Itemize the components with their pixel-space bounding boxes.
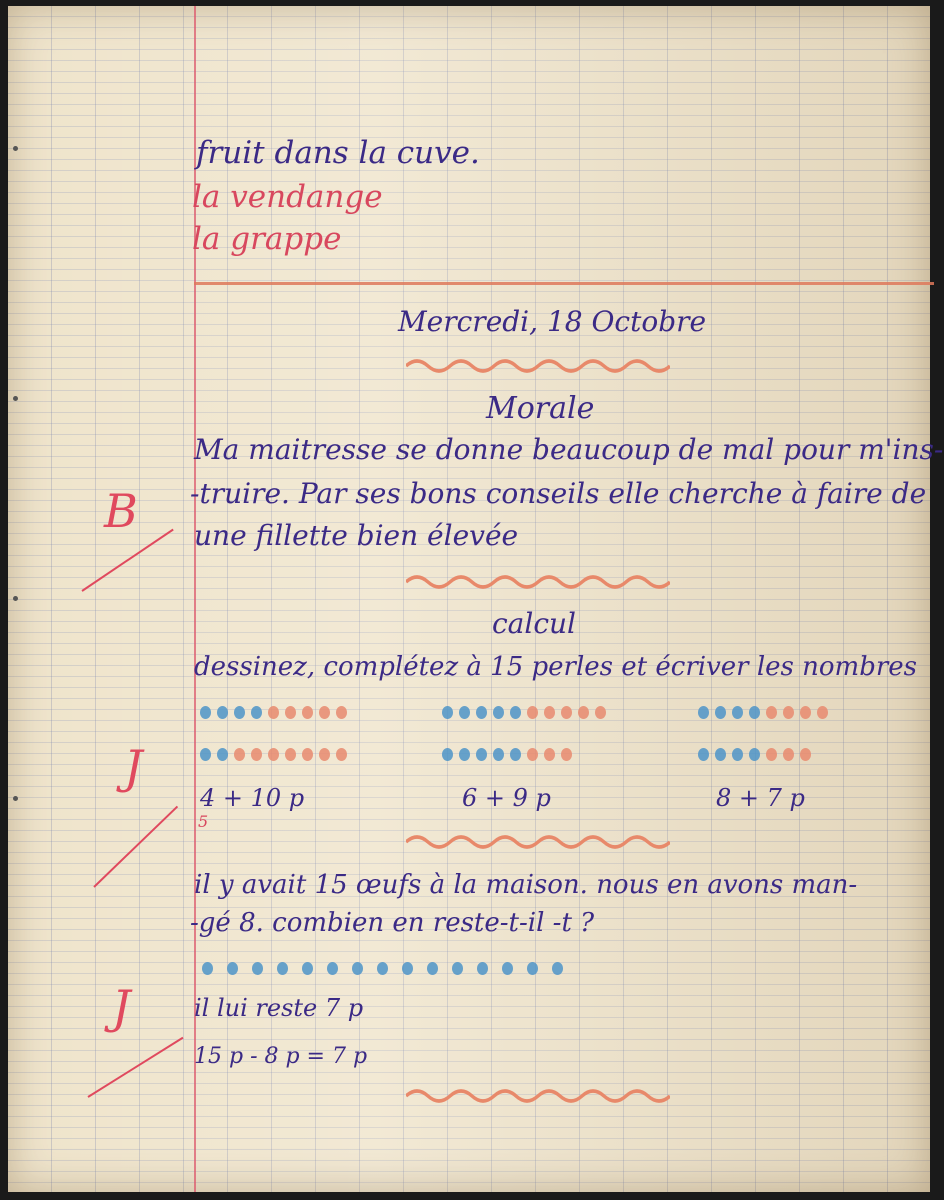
blue-bead <box>202 962 213 975</box>
blue-bead <box>715 748 726 761</box>
orange-bead <box>800 748 811 761</box>
orange-bead <box>527 748 538 761</box>
orange-bead <box>544 706 555 719</box>
blue-bead <box>477 962 488 975</box>
exercise-label: 8 + 7 p <box>716 784 805 812</box>
orange-bead <box>319 748 330 761</box>
problem-answer: il lui reste 7 p <box>194 994 364 1022</box>
wavy-divider <box>406 356 670 376</box>
binding-hole <box>13 596 18 601</box>
blue-bead <box>252 962 263 975</box>
blue-bead <box>749 748 760 761</box>
blue-bead <box>327 962 338 975</box>
orange-bead <box>578 706 589 719</box>
blue-bead <box>459 706 470 719</box>
binding-hole <box>13 796 18 801</box>
blue-bead <box>377 962 388 975</box>
wavy-divider <box>406 572 670 592</box>
exercise-label: 4 + 10 p <box>200 784 305 812</box>
section-divider <box>194 282 934 285</box>
grade-slash <box>87 1037 183 1098</box>
orange-bead <box>302 706 313 719</box>
orange-bead <box>336 706 347 719</box>
bead-row <box>200 706 347 719</box>
blue-bead <box>459 748 470 761</box>
orange-bead <box>268 748 279 761</box>
grade-slash <box>93 806 178 888</box>
blue-bead <box>251 706 262 719</box>
blue-bead <box>527 962 538 975</box>
bead-row <box>200 748 347 761</box>
orange-bead <box>783 748 794 761</box>
orange-bead <box>234 748 245 761</box>
blue-bead <box>493 748 504 761</box>
grade-mark: J <box>124 740 143 794</box>
blue-bead <box>217 706 228 719</box>
morale-line: une fillette bien élevée <box>194 519 519 552</box>
orange-bead <box>800 706 811 719</box>
date-heading: Mercredi, 18 Octobre <box>398 305 707 338</box>
wavy-divider <box>406 832 670 852</box>
calcul-title: calcul <box>492 607 576 640</box>
bead-row <box>442 706 606 719</box>
blue-bead <box>352 962 363 975</box>
blue-bead <box>452 962 463 975</box>
grade-mark: B <box>104 484 138 538</box>
binding-hole <box>13 146 18 151</box>
blue-bead <box>502 962 513 975</box>
exercise-label: 6 + 9 p <box>462 784 551 812</box>
orange-bead <box>561 706 572 719</box>
exercise-correction: 5 <box>198 812 209 831</box>
grade-mark: J <box>112 980 131 1034</box>
blue-bead <box>227 962 238 975</box>
grade-slash <box>81 529 173 592</box>
orange-bead <box>561 748 572 761</box>
blue-bead <box>427 962 438 975</box>
orange-bead <box>319 706 330 719</box>
blue-bead <box>200 706 211 719</box>
orange-bead <box>268 706 279 719</box>
bead-row <box>698 706 828 719</box>
wavy-divider <box>406 1086 670 1106</box>
problem-line: il y avait 15 œufs à la maison. nous en avons man- <box>194 870 858 900</box>
blue-bead <box>277 962 288 975</box>
blue-bead <box>442 706 453 719</box>
orange-bead <box>783 706 794 719</box>
blue-bead <box>698 748 709 761</box>
orange-bead <box>766 706 777 719</box>
morale-line: Ma maitresse se donne beaucoup de mal pour m'ins- <box>194 433 944 466</box>
blue-bead <box>476 706 487 719</box>
blue-bead <box>200 748 211 761</box>
orange-bead <box>302 748 313 761</box>
binding-hole <box>13 396 18 401</box>
blue-bead <box>715 706 726 719</box>
orange-bead <box>336 748 347 761</box>
orange-bead <box>251 748 262 761</box>
blue-bead <box>476 748 487 761</box>
orange-bead <box>766 748 777 761</box>
blue-bead <box>510 748 521 761</box>
morale-line: -truire. Par ses bons conseils elle cherche à faire de <box>190 477 927 510</box>
blue-bead <box>217 748 228 761</box>
blue-bead <box>552 962 563 975</box>
blue-bead <box>732 748 743 761</box>
orange-bead <box>285 706 296 719</box>
blue-bead <box>698 706 709 719</box>
morale-title: Morale <box>486 391 595 426</box>
bead-row <box>202 962 563 975</box>
blue-bead <box>493 706 504 719</box>
bead-row <box>698 748 811 761</box>
blue-bead <box>302 962 313 975</box>
orange-bead <box>527 706 538 719</box>
problem-line: -gé 8. combien en reste-t-il -t ? <box>190 908 595 938</box>
orange-bead <box>544 748 555 761</box>
blue-bead <box>749 706 760 719</box>
blue-bead <box>442 748 453 761</box>
header-line: fruit dans la cuve. <box>196 135 480 171</box>
header-line: la grappe <box>192 221 342 257</box>
blue-bead <box>510 706 521 719</box>
problem-operation: 15 p - 8 p = 7 p <box>194 1044 368 1069</box>
orange-bead <box>595 706 606 719</box>
blue-bead <box>732 706 743 719</box>
header-line: la vendange <box>192 179 383 215</box>
calcul-instruction: dessinez, complétez à 15 perles et écriver les nombres <box>194 652 918 682</box>
orange-bead <box>285 748 296 761</box>
bead-row <box>442 748 572 761</box>
blue-bead <box>402 962 413 975</box>
blue-bead <box>234 706 245 719</box>
notebook-page <box>8 6 944 1192</box>
orange-bead <box>817 706 828 719</box>
